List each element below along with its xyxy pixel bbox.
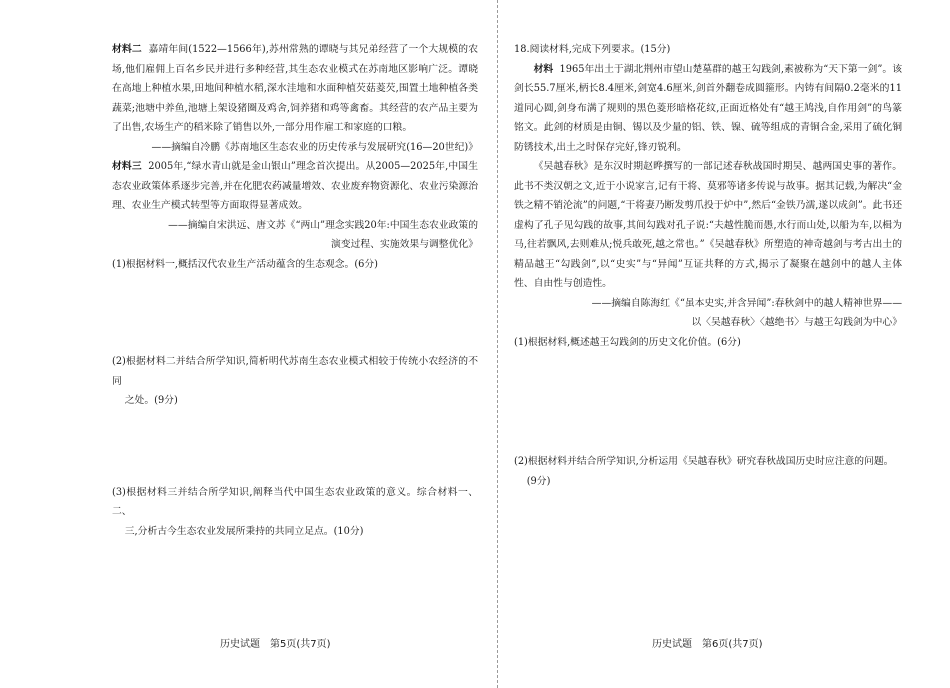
footer-page-5: 历史试题 第5页(共7页): [220, 639, 331, 650]
material-3-text: 2005年,“绿水青山就是金山银山”理念首次提出。从2005—2025年,中国生态农业政策体系逐步完善,并在化肥农药减量增效、农业废弃物资源化、农业污染源治理、农业生产模式转型等方面取得显著成效。: [112, 161, 479, 211]
material-2: [112, 40, 478, 138]
material-3-source-line-1: ——摘编自宋洪远、唐文苏《“两山”理念实践20年:中国生态农业政策的: [168, 219, 478, 231]
footer-page-6: 历史试题 第6页(共7页): [652, 639, 763, 650]
material-3-source-line-2: 演变过程、实施效果与调整优化》: [331, 239, 478, 250]
material-18-paragraph-1: [514, 60, 902, 158]
material-18-label: 材料: [533, 63, 554, 75]
question-3-line-1: (3)根据材料三并结合所学知识,阐释当代中国生态农业政策的意义。综合材料一、二、: [112, 486, 478, 517]
material-2-text: 嘉靖年间(1522—1566年),苏州常熟的谭晓与其兄弟经营了一个大规模的农场,他们雇佣上百名乡民并进行多种经营,其生态农业模式在苏南地区影响广泛。谭晓在高地上种植水果,田地间种植水稻,深水洼地和水面种植芡菇菱芡,围置土地种植各类蔬菜;池塘中养鱼,池塘上架设猪圈及鸡舍,饲养猪和鸡等禽畜。其经营的农产品主要为了出售,农场生产的稻米除了销售以外,一部分用作雇工和家庭的口粮。: [112, 44, 479, 133]
material-3-label: 材料三: [112, 161, 142, 172]
material-18-source-line-1: ——摘编自陈海红《“虽本史实,并含异闻”:春秋剑中的越人精神世界——: [591, 297, 902, 309]
question-18-2-line-1: (2)根据材料并结合所学知识,分析运用《吴越春秋》研究春秋战国历史时应注意的问题。: [514, 456, 894, 467]
question-18-1: (1)根据材料,概述越王勾践剑的历史文化价值。(6分): [514, 336, 741, 348]
material-18-source-line-2: 以〈吴越春秋〉〈越绝书〉与越王勾践剑为中心》: [691, 317, 902, 328]
material-18-paragraph-2: 《吴越春秋》是东汉时期赵晔撰写的一部记述春秋战国时期吴、越两国史事的著作。此书不类汉朝之文,近于小说家言,记有干将、莫邪等诸多传说与故事。据其记载,为解决“金铁之精不销沦流”的问题,“干将妻乃断发剪爪投于炉中”,然后“金铁乃濡,遂以成剑”。此书还虚构了孔子见勾践的故事,其间勾践对孔子说:“夫越性脆而愚,水行而山处,以船为车,以楫为马,往若飘风,去则难从;悦兵敢死,越之常也。”《吴越春秋》所塑造的神奇越剑与考古出土的精品越王“勾践剑”,以“史实”与“异闻”互证共释的方式,揭示了凝聚在越剑中的越人主体性、自由性与创造性。: [514, 161, 902, 289]
left-page: [112, 40, 478, 541]
material-2-label: 材料二: [112, 44, 142, 55]
question-18-2-line-2: (9分): [526, 475, 551, 487]
question-1: (1)根据材料一,概括汉代农业生产活动蕴含的生态观念。(6分): [112, 258, 378, 270]
question-3: [112, 483, 478, 542]
question-2: [112, 352, 478, 411]
question-18-heading: 18.阅读材料,完成下列要求。(15分): [514, 44, 671, 55]
question-2-line-1: (2)根据材料二并结合所学知识,简析明代苏南生态农业模式相较于传统小农经济的不同: [112, 356, 478, 387]
material-2-source: ——摘编自冷鹏《苏南地区生态农业的历史传承与发展研究(16—20世纪)》: [151, 141, 478, 153]
question-18-2: [514, 452, 902, 491]
material-18-text-1: 1965年出土于湖北荆州市望山楚墓群的越王勾践剑,素被称为“天下第一剑”。该剑长55.7厘米,柄长8.4厘米,剑宽4.6厘米,剑首外翻卷成圆箍形。内铸有间隔0.2毫米的11道同心圆,剑身布满了规则的黑色菱形暗格花纹,正面近格处有“越王鸠浅,自作用剑”的鸟篆铭文。此剑的材质是由铜、锡以及少量的铝、铁、镍、硫等组成的青铜合金,采用了硫化铜防锈技术,出土之时保存完好,锋刃锐利。: [514, 63, 902, 153]
right-page: [514, 40, 902, 491]
column-divider: [497, 0, 498, 688]
question-3-line-2: 三,分析古今生态农业发展所秉持的共同立足点。(10分): [124, 525, 364, 537]
question-2-line-2: 之处。(9分): [124, 395, 178, 406]
material-3: [112, 157, 478, 216]
